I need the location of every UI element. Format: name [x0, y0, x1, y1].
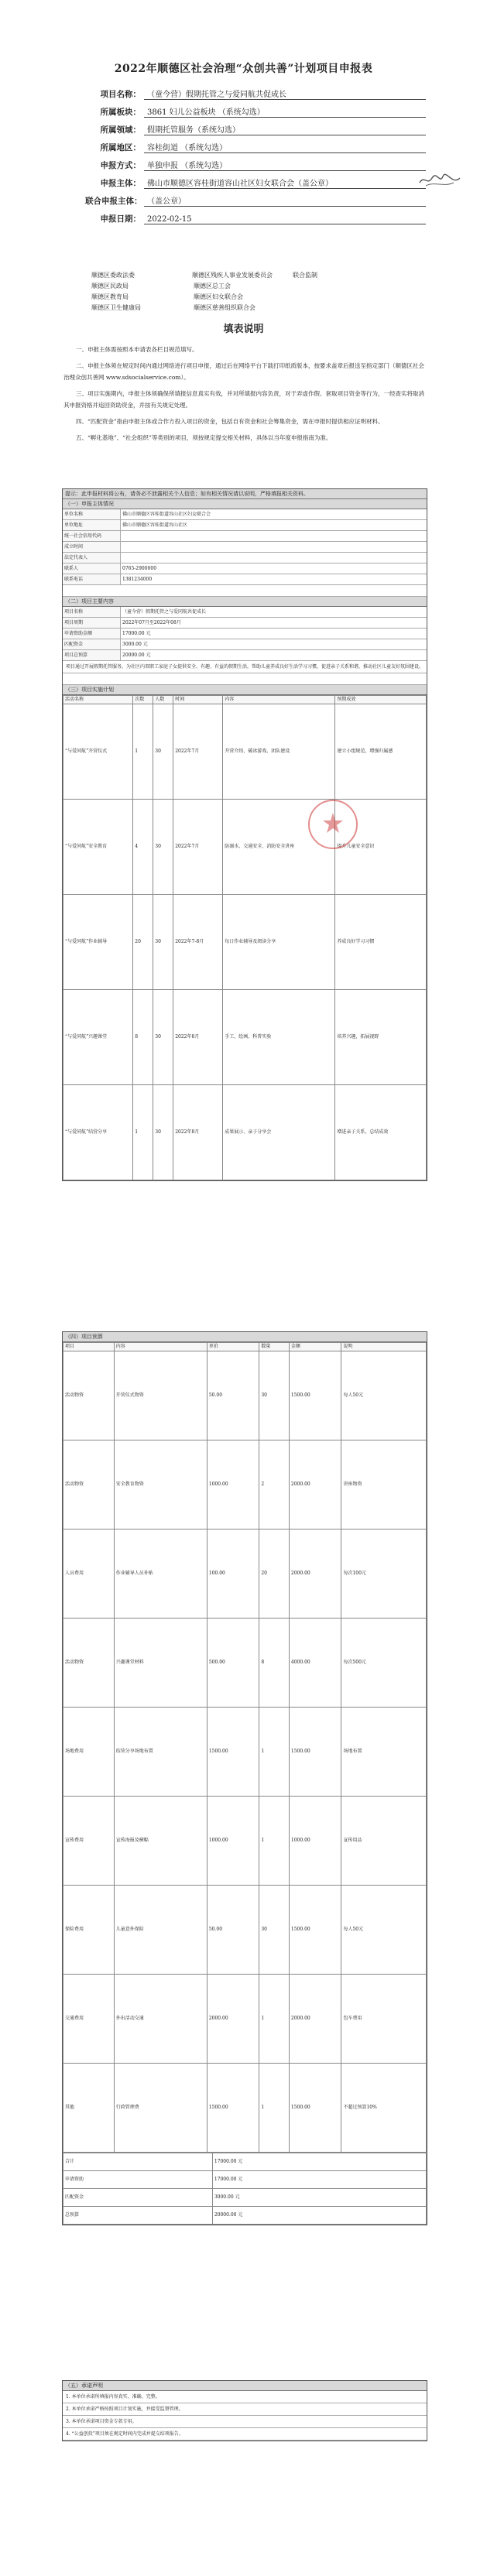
table-cell: 讲座物资 — [341, 1440, 427, 1530]
cover-label: 所属板块： — [100, 108, 141, 117]
document-title: 2022年顺德区社会治理“众创共善”计划项目申报表 — [114, 63, 373, 75]
applicant-row — [63, 531, 427, 542]
field-label: 申请资助金额 — [63, 629, 121, 639]
table-cell: 每日作业辅导及阅读分享 — [223, 895, 335, 990]
field-value: 3000.00 元 — [122, 642, 148, 647]
field-value: 1381234000 — [122, 577, 153, 582]
total-row — [63, 2153, 427, 2171]
table-cell: 手工、绘画、科普实验 — [223, 990, 335, 1085]
table-cell: 20 — [133, 895, 153, 990]
cover-row — [85, 189, 426, 207]
department-name: 顺德区卫生健康局 — [91, 304, 141, 311]
table-cell: 开营仪式物资 — [114, 1351, 207, 1440]
department-row — [91, 303, 393, 313]
cover-row — [85, 135, 426, 153]
table-cell: 2000.00 — [289, 1530, 341, 1619]
table-cell: 1 — [259, 1797, 290, 1886]
applicant-row — [63, 564, 427, 574]
table-cell: 20000.00 元 — [212, 2207, 426, 2225]
table-cell: 1 — [133, 1085, 153, 1180]
instruction-paragraph: 二、申报主体须在规定时间内通过网络进行项目申报，通过后在网络平台下载打印纸质版本，按要求盖章后报送至指定部门（顺德区社会治理众创共善网 www.sdsocialservice.com）。 — [63, 362, 424, 381]
cover-row — [85, 100, 426, 118]
cover-row — [85, 153, 426, 171]
section2-header: （二）项目主要内容 — [63, 597, 427, 607]
cover-value: 单独申报 （系统勾选） — [144, 159, 426, 171]
table-cell: 4 — [133, 800, 153, 895]
budget-row — [63, 1351, 427, 1440]
table-cell: 2000.00 — [207, 1975, 259, 2064]
table-cell: 外出活动交通 — [114, 1975, 207, 2064]
department-row — [91, 281, 393, 292]
header-cell: 预期成效 — [335, 696, 427, 704]
declaration-item: 4. “公益创投”项目须在规定时间内完成并提交结项报告。 — [63, 2428, 427, 2441]
cover-label: 申报主体： — [100, 179, 141, 188]
table-cell: 30 — [153, 990, 173, 1085]
budget-row — [63, 1619, 427, 1708]
plan-header: （三）项目实施计划 — [63, 685, 427, 695]
table-cell: “与爱同航”结营分享 — [63, 1085, 133, 1180]
table-cell: 增进亲子关系，总结成效 — [335, 1085, 427, 1180]
header-cell: 说明 — [341, 1343, 427, 1351]
table-cell: 培养兴趣，拓展视野 — [335, 990, 427, 1085]
total-row — [63, 2189, 427, 2207]
budget-row — [63, 1886, 427, 1975]
department-list — [91, 270, 393, 313]
table-cell: 30 — [259, 1351, 290, 1440]
declaration-item: 2. 本单位承诺严格按照项目计划实施，并接受监督管理。 — [63, 2403, 427, 2416]
department-name: 顺德区教育局 — [91, 293, 129, 300]
handwritten-signature — [418, 172, 461, 189]
table-cell: 养成良好学习习惯 — [335, 895, 427, 990]
plan-row — [63, 990, 427, 1085]
table-cell: 1500.00 — [289, 1708, 341, 1797]
field-label: 单位地址 — [63, 520, 121, 530]
table-header-row — [63, 696, 427, 704]
cover-value: 假期托管服务（系统勾选） — [144, 123, 426, 135]
section-declaration — [62, 2380, 427, 2441]
table-cell: 合计 — [63, 2153, 213, 2171]
field-label: 项目名称 — [63, 607, 121, 617]
instructions-text — [63, 344, 426, 448]
table-cell: 1000.00 — [289, 1797, 341, 1886]
header-cell: 人数 — [153, 696, 173, 704]
table-cell: 30 — [153, 895, 173, 990]
department-name: 顺德区残疾人事业发展委员会 — [192, 272, 273, 279]
budget-header: （四）项目预算 — [63, 1332, 427, 1342]
field-label: 单位名称 — [63, 509, 121, 519]
department-name: 顺德区总工会 — [194, 283, 231, 289]
table-cell: 1500.00 — [289, 2064, 341, 2153]
table-cell: 每人50元 — [341, 1351, 427, 1440]
cover-row — [85, 171, 426, 189]
table-cell: 兴趣课堂材料 — [114, 1619, 207, 1708]
header-cell: 内容 — [223, 696, 335, 704]
table-cell: 保险费用 — [63, 1886, 115, 1975]
project-field-row — [63, 607, 427, 618]
department-row — [91, 270, 393, 281]
table-cell: 1000.00 — [207, 1797, 259, 1886]
table-cell: 结营分享场地布置 — [114, 1708, 207, 1797]
table-cell: 不超过预算10% — [341, 2064, 427, 2153]
table-cell: 17000.00 元 — [212, 2171, 426, 2189]
budget-row — [63, 1708, 427, 1797]
header-cell: 时间 — [173, 696, 223, 704]
project-field-row — [63, 629, 427, 639]
field-value — [121, 531, 427, 541]
cover-label: 申报方式： — [100, 161, 141, 170]
table-cell: 场地布置 — [341, 1708, 427, 1797]
table-cell: 宣传费用 — [63, 1797, 115, 1886]
field-value — [121, 553, 427, 563]
table-cell: 1500.00 — [289, 1351, 341, 1440]
table-cell: 每人50元 — [341, 1886, 427, 1975]
cover-label: 联合申报主体： — [85, 197, 142, 206]
table-cell: 2022年7-8月 — [173, 895, 223, 990]
field-label: 成立时间 — [63, 542, 121, 552]
field-label: 项目周期 — [63, 618, 121, 628]
project-summary: 项目通过开展假期托管服务，为社区内双职工家庭子女提供安全、有趣、有益的假期生活，帮助儿童养成良好生活学习习惯，促进亲子关系和谐，推动社区儿童友好氛围建设。 — [63, 661, 427, 673]
declaration-header: （五）承诺声明 — [63, 2381, 427, 2391]
table-cell: 1500.00 — [207, 2064, 259, 2153]
table-cell: 1500.00 — [289, 1886, 341, 1975]
project-field-row — [63, 618, 427, 629]
field-value: 20000.00 元 — [122, 653, 151, 658]
official-seal — [306, 797, 360, 851]
field-value: 佛山市顺德区容桂街道容山社区 — [122, 522, 188, 528]
section-budget — [62, 1331, 427, 2225]
cover-fields — [85, 82, 426, 224]
table-cell: 2022年7月 — [173, 704, 223, 800]
header-cell: 活动名称 — [63, 696, 133, 704]
cover-value: 佛山市顺德区容桂街道容山社区妇女联合会（盖公章） — [144, 176, 426, 189]
table-cell: 防溺水、交通安全、消防安全讲座 — [223, 800, 335, 895]
cover-value: （盖公章） — [144, 194, 426, 207]
table-cell: 4000.00 — [289, 1619, 341, 1708]
declaration-item: 3. 本单位承诺项目资金专款专用。 — [63, 2416, 427, 2428]
table-cell: 30 — [153, 1085, 173, 1180]
field-label: 联系人 — [63, 564, 121, 574]
section1-header: （一）申报主体情况 — [63, 499, 427, 509]
table-header-row — [63, 1343, 427, 1351]
table-cell: 其他 — [63, 2064, 115, 2153]
field-value: 佛山市顺德区容桂街道容山社区妇女联合会 — [122, 512, 211, 517]
cover-row — [85, 82, 426, 100]
table-cell: 每次100元 — [341, 1530, 427, 1619]
field-value: 0765-2900000 — [122, 566, 157, 571]
header-cell: 数量 — [259, 1343, 290, 1351]
cover-label: 项目名称： — [100, 90, 141, 99]
applicant-row — [63, 553, 427, 564]
table-cell: 场地费用 — [63, 1708, 115, 1797]
table-cell: 2022年7月 — [173, 800, 223, 895]
plan-row — [63, 895, 427, 990]
department-name: 顺德区委政法委 — [91, 272, 135, 279]
department-name: 顺德区民政局 — [91, 283, 129, 289]
table-cell: 2000.00 — [289, 1440, 341, 1530]
table-cell: 成果展示、亲子分享会 — [223, 1085, 335, 1180]
table-cell: 活动物资 — [63, 1619, 115, 1708]
section-applicant — [62, 488, 427, 1181]
table-cell: 1000.00 — [207, 1440, 259, 1530]
table-cell: 2 — [259, 1440, 290, 1530]
cover-value: 2022-02-15 — [144, 215, 426, 224]
table-cell: 每次500元 — [341, 1619, 427, 1708]
field-value: 17000.00 元 — [122, 631, 151, 636]
table-cell: 开营介绍、破冰游戏、团队建设 — [223, 704, 335, 800]
table-cell: 匹配资金 — [63, 2189, 213, 2207]
cover-value: 容桂街道 （系统勾选） — [144, 141, 426, 153]
table-cell: 8 — [259, 1619, 290, 1708]
field-label: 匹配资金 — [63, 639, 121, 649]
cover-label: 申报日期： — [100, 214, 141, 224]
cover-value: （童今营）假期托管之与爱同航共促成长 — [144, 87, 426, 100]
applicant-row — [63, 542, 427, 553]
table-cell: 包车费用 — [341, 1975, 427, 2064]
applicant-row — [63, 520, 427, 531]
table-cell: 500.00 — [207, 1619, 259, 1708]
table-cell: “与爱同航”开营仪式 — [63, 704, 133, 800]
table-cell: “与爱同航”兴趣课堂 — [63, 990, 133, 1085]
field-value: 2022年07月至2022年08月 — [122, 620, 181, 625]
header-cell: 项目 — [63, 1343, 115, 1351]
applicant-row — [63, 509, 427, 520]
table-cell: 总预算 — [63, 2207, 213, 2225]
table-cell: 安全教育物资 — [114, 1440, 207, 1530]
plan-row — [63, 800, 427, 895]
table-cell: 50.00 — [207, 1351, 259, 1440]
cover-row — [85, 207, 426, 224]
budget-row — [63, 1440, 427, 1530]
table-cell: 1 — [259, 2064, 290, 2153]
table-cell: 8 — [133, 990, 153, 1085]
plan-row — [63, 1085, 427, 1180]
reminder-bar: 提示：此申报材料将公布，请务必不泄露相关个人信息；如有相关情况请以说明，严格填报相关资料。 — [63, 489, 427, 499]
table-cell: 17000.00 元 — [212, 2153, 426, 2171]
cover-row — [85, 118, 426, 135]
table-cell: “与爱同航”作业辅导 — [63, 895, 133, 990]
table-cell: 作业辅导人员补贴 — [114, 1530, 207, 1619]
declaration-item: 1. 本单位承诺所填报内容真实、准确、完整。 — [63, 2391, 427, 2403]
field-value: （童今营）假期托管之与爱同航共促成长 — [122, 609, 207, 615]
table-cell: 2000.00 — [289, 1975, 341, 2064]
instruction-paragraph: 五、“孵化基地”、“社会组织”等类别的项目，须按规定提交相关材料，具体以当年度申报指南为准。 — [76, 434, 332, 441]
table-cell: 2022年8月 — [173, 1085, 223, 1180]
department-name: 联合监制 — [293, 272, 317, 279]
budget-row — [63, 1975, 427, 2064]
budget-row — [63, 1797, 427, 1886]
plan-row — [63, 704, 427, 800]
header-cell: 次数 — [133, 696, 153, 704]
field-label: 法定代表人 — [63, 553, 121, 563]
project-field-row — [63, 639, 427, 650]
instructions-title: 填表说明 — [223, 324, 264, 335]
table-cell: 2022年8月 — [173, 990, 223, 1085]
table-cell: 活动物资 — [63, 1440, 115, 1530]
plan-table — [63, 695, 427, 1180]
project-field-row — [63, 650, 427, 661]
instruction-paragraph: 一、申报主体需按照本申请表各栏目规范填写。 — [76, 346, 198, 353]
table-cell: 宣传用品 — [341, 1797, 427, 1886]
table-cell: 30 — [153, 800, 173, 895]
table-cell: 20 — [259, 1530, 290, 1619]
applicant-row — [63, 574, 427, 585]
table-cell: 提升儿童安全意识 — [335, 800, 427, 895]
total-row — [63, 2207, 427, 2225]
header-cell: 单价 — [207, 1343, 259, 1351]
budget-totals — [63, 2153, 427, 2225]
table-cell: 1 — [133, 704, 153, 800]
budget-table — [63, 1342, 427, 2153]
table-cell: 50.00 — [207, 1886, 259, 1975]
header-cell: 内容 — [114, 1343, 207, 1351]
department-row — [91, 292, 393, 303]
table-cell: 3000.00 元 — [212, 2189, 426, 2207]
field-value — [121, 542, 427, 552]
field-label: 统一社会信用代码 — [63, 531, 121, 541]
field-label: 项目总预算 — [63, 650, 121, 660]
table-cell: 1500.00 — [207, 1708, 259, 1797]
header-cell: 金额 — [289, 1343, 341, 1351]
table-cell: 100.00 — [207, 1530, 259, 1619]
table-cell: 1 — [259, 1708, 290, 1797]
table-cell: 30 — [259, 1886, 290, 1975]
table-cell: 宣传海报及横幅 — [114, 1797, 207, 1886]
instruction-paragraph: 三、项目实施期内，申报主体须确保所填报信息真实有效，并对所填报内容负责，对于弄虚作假、套取项目资金等行为，一经查实将取消其申报资格并追回资助资金，并按有关规定处理。 — [63, 390, 424, 409]
table-cell: “与爱同航”安全教育 — [63, 800, 133, 895]
total-row — [63, 2171, 427, 2189]
department-name: 顺德区妇女联合会 — [194, 293, 243, 300]
table-cell: 1 — [259, 1975, 290, 2064]
cover-label: 所属领域： — [100, 125, 141, 135]
table-cell: 30 — [153, 704, 173, 800]
table-cell: 活动物资 — [63, 1351, 115, 1440]
table-cell: 交通费用 — [63, 1975, 115, 2064]
instruction-paragraph: 四、“匹配资金”指由申报主体或合作方投入项目的资金，包括自有资金和社会筹集资金，需在申报时提供相应证明材料。 — [76, 418, 384, 425]
budget-row — [63, 2064, 427, 2153]
cover-label: 所属地区： — [100, 143, 141, 152]
department-name: 顺德区慈善组织联合会 — [194, 304, 256, 311]
table-cell: 人员费用 — [63, 1530, 115, 1619]
table-cell: 建立小组规范，增强归属感 — [335, 704, 427, 800]
table-cell: 行政管理费 — [114, 2064, 207, 2153]
table-cell: 申请资助 — [63, 2171, 213, 2189]
table-cell: 儿童意外保险 — [114, 1886, 207, 1975]
field-label: 联系电话 — [63, 574, 121, 584]
budget-row — [63, 1530, 427, 1619]
cover-value: 3861 妇儿公益板块 （系统勾选） — [144, 105, 426, 118]
